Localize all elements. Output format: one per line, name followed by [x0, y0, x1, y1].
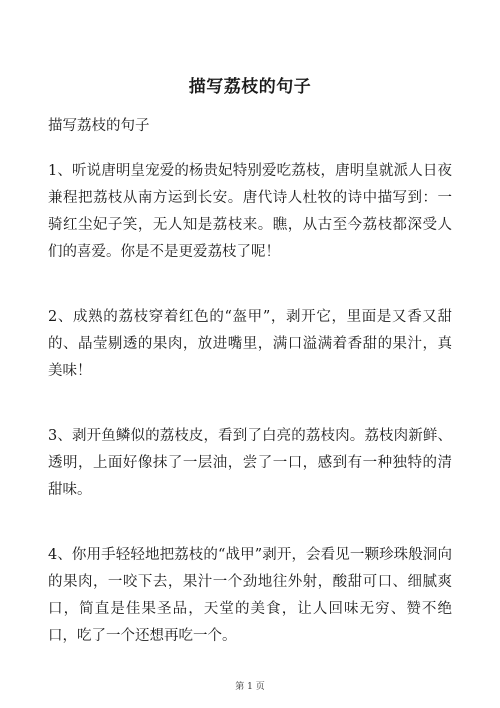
- paragraph-3: 3、剥开鱼鳞似的荔枝皮，看到了白亮的荔枝肉。荔枝肉新鲜、透明，上面好像抹了一层油，尝了一口，感到有一种独特的清甜味。: [48, 428, 452, 498]
- document-title: 描写荔枝的句子: [188, 77, 312, 97]
- paragraph-list: [48, 158, 452, 688]
- paragraph-1: 1、听说唐明皇宠爱的杨贵妃特别爱吃荔枝，唐明皇就派人日夜兼程把荔枝从南方运到长安。唐代诗人杜牧的诗中描写到：一骑红尘妃子笑，无人知是荔枝来。瞧，从古至今荔枝都深受人们的喜爱。你是不是更爱荔枝了呢！: [48, 163, 452, 260]
- paragraph-4: 4、你用手轻轻地把荔枝的“战甲”剥开，会看见一颗珍珠般洞向的果肉，一咬下去，果汁一个劲地往外射，酸甜可口、细腻爽口，简直是佳果圣品，天堂的美食，让人回味无穷、赞不绝口，吃了一个还想再吃一个。: [48, 547, 452, 644]
- document-subtitle: 描写荔枝的句子: [48, 118, 150, 134]
- page-number-footer: 第 1 页: [235, 682, 265, 692]
- paragraph-2: 2、成熟的荔枝穿着红色的“盔甲”，剥开它，里面是又香又甜的、晶莹剔透的果肉，放进嘴里，满口溢满着香甜的果汁，真美味！: [48, 309, 452, 379]
